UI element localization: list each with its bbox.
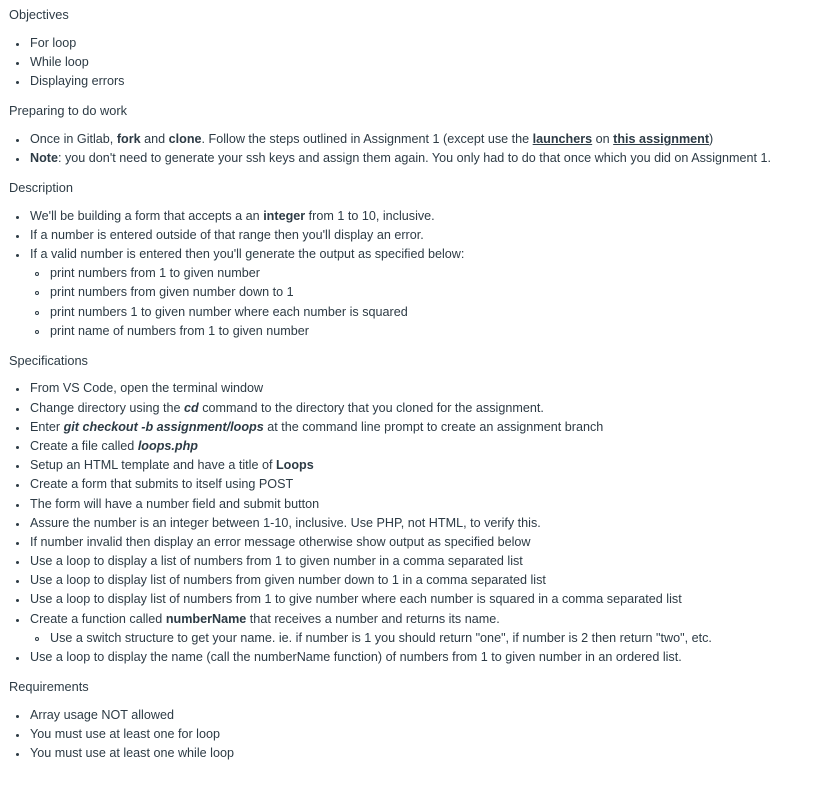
spec-item: From VS Code, open the terminal window xyxy=(30,381,264,395)
objectives-heading: Objectives xyxy=(9,7,69,22)
requirements-heading: Requirements xyxy=(9,679,89,694)
spec-item: Use a loop to display list of numbers from given number down to 1 in a comma separated list xyxy=(30,573,546,587)
description-subitem: print numbers from 1 to given number xyxy=(50,266,260,280)
spec-item: Use a loop to display the name (call the numberName function) of numbers from 1 to given number in an ordered list. xyxy=(30,650,682,664)
circle-bullet xyxy=(35,637,39,641)
text: on xyxy=(592,132,614,146)
bullet xyxy=(16,542,19,545)
bullet xyxy=(16,254,19,257)
note-label: Note xyxy=(30,151,58,165)
bullet xyxy=(16,580,19,583)
circle-bullet xyxy=(35,311,39,315)
text: Create a file called xyxy=(30,439,138,453)
objective-item: For loop xyxy=(30,36,77,50)
bullet xyxy=(16,62,19,65)
preparing-item xyxy=(30,132,713,146)
description-subitem: print numbers from given number down to 1 xyxy=(50,285,294,299)
bullet xyxy=(16,139,19,142)
clone-text: clone xyxy=(168,132,202,146)
text: command to the directory that you cloned for the assignment. xyxy=(198,401,544,415)
requirement-item: You must use at least one while loop xyxy=(30,746,234,760)
spec-item: Assure the number is an integer between 1-10, inclusive. Use PHP, not HTML, to verify this. xyxy=(30,516,541,530)
spec-item: The form will have a number field and submit button xyxy=(30,497,320,511)
bullet xyxy=(16,523,19,526)
bullet xyxy=(16,446,19,449)
bullet xyxy=(16,465,19,468)
circle-bullet xyxy=(35,272,39,276)
specifications-heading: Specifications xyxy=(9,353,88,368)
text: ) xyxy=(709,132,714,146)
cd-command: cd xyxy=(184,401,199,415)
text: . Follow the steps outlined in Assignment 1 (except use the xyxy=(201,132,533,146)
bullet xyxy=(16,484,19,487)
description-subitem: print name of numbers from 1 to given number xyxy=(50,324,309,338)
description-item: If a valid number is entered then you'll generate the output as specified below: xyxy=(30,247,465,261)
circle-bullet xyxy=(35,291,39,295)
bullet xyxy=(16,427,19,430)
objective-item: While loop xyxy=(30,55,89,69)
text: at the command line prompt to create an assignment branch xyxy=(263,420,604,434)
text: Once in Gitlab, xyxy=(30,132,117,146)
bullet xyxy=(16,504,19,507)
preparing-heading: Preparing to do work xyxy=(9,103,128,118)
spec-item: If number invalid then display an error message otherwise show output as specified below xyxy=(30,535,531,549)
this-assignment-link[interactable]: this assignment xyxy=(613,132,710,146)
preparing-item xyxy=(30,151,771,165)
bullet xyxy=(16,619,19,622)
bullet xyxy=(16,216,19,219)
description-subitem: print numbers 1 to given number where each number is squared xyxy=(50,305,408,319)
bullet xyxy=(16,753,19,756)
text: Enter xyxy=(30,420,64,434)
loops-title: Loops xyxy=(275,458,314,472)
spec-item xyxy=(30,439,198,453)
text: Setup an HTML template and have a title of xyxy=(30,458,276,472)
fork-text: fork xyxy=(116,132,141,146)
launchers-link[interactable]: launchers xyxy=(532,132,593,146)
bullet xyxy=(16,734,19,737)
requirement-item: You must use at least one for loop xyxy=(30,727,220,741)
filename: loops.php xyxy=(137,439,198,453)
text: Change directory using the xyxy=(30,401,185,415)
bullet xyxy=(16,715,19,718)
spec-item: Use a loop to display a list of numbers from 1 to given number in a comma separated list xyxy=(30,554,523,568)
spec-item xyxy=(30,458,314,472)
bullet xyxy=(16,657,19,660)
git-command: git checkout -b assignment/loops xyxy=(63,420,264,434)
spec-item xyxy=(30,401,544,415)
description-item: If a number is entered outside of that range then you'll display an error. xyxy=(30,228,424,242)
spec-item xyxy=(30,420,603,434)
objective-item: Displaying errors xyxy=(30,74,125,88)
spec-subitem: Use a switch structure to get your name. ie. if number is 1 you should return "one", if number is 2 then return "two", etc. xyxy=(50,631,712,645)
bullet xyxy=(16,43,19,46)
bullet xyxy=(16,408,19,411)
bullet xyxy=(16,599,19,602)
bullet xyxy=(16,158,19,161)
spec-item: Create a form that submits to itself using POST xyxy=(30,477,294,491)
bullet xyxy=(16,81,19,84)
text: Create a function called xyxy=(30,612,166,626)
requirement-item: Array usage NOT allowed xyxy=(30,708,174,722)
description-heading: Description xyxy=(9,180,74,195)
bullet xyxy=(16,561,19,564)
description-item xyxy=(30,209,435,223)
spec-item xyxy=(30,612,500,626)
text: We'll be building a form that accepts a an xyxy=(30,209,264,223)
text: : you don't need to generate your ssh keys and assign them again. You only had to do that once which you did on Assignment 1. xyxy=(58,151,772,165)
function-name: numberName xyxy=(165,612,247,626)
circle-bullet xyxy=(35,330,39,334)
text: and xyxy=(140,132,169,146)
spec-item: Use a loop to display list of numbers from 1 to give number where each number is squared in a comma separated list xyxy=(30,592,682,606)
bullet xyxy=(16,388,19,391)
integer-text: integer xyxy=(263,209,306,223)
text: from 1 to 10, inclusive. xyxy=(305,209,435,223)
text: that receives a number and returns its name. xyxy=(246,612,500,626)
bullet xyxy=(16,235,19,238)
